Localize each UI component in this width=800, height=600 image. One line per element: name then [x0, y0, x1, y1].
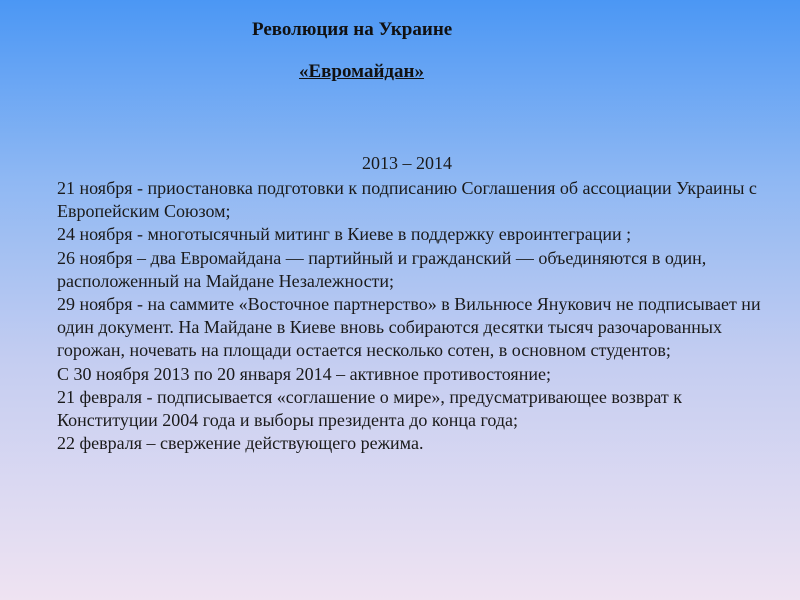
years-range: 2013 – 2014	[362, 153, 452, 173]
event-item: С 30 ноября 2013 по 20 января 2014 – активное противостояние;	[57, 363, 551, 384]
event-item: 26 ноября – два Евромайдана — партийный и гражданский — объединяются в один, расположенный на Майдане Незалежности;	[57, 247, 707, 291]
event-item: 21 ноября - приостановка подготовки к подписанию Соглашения об ассоциации Украины с Европейским Союзом;	[57, 178, 757, 222]
slide-subtitle: «Евромайдан»	[299, 61, 424, 82]
event-item: 24 ноября - многотысячный митинг в Киеве в поддержку евроинтеграции ;	[57, 224, 632, 245]
event-item: 22 февраля – свержение действующего режима.	[57, 433, 424, 454]
slide-title: Революция на Украине	[252, 19, 453, 40]
events-list	[57, 177, 777, 455]
event-item: 21 февраля - подписывается «соглашение о мире», предусматривающее возврат к Конституции 2004 года и выборы президента до конца года;	[57, 386, 683, 431]
event-item: 29 ноября - на саммите «Восточное партнерство» в Вильнюсе Янукович не подписывает ни один документ. На Майдане в Киеве вновь собираются десятки тысяч разочарованных горожан, ночевать на площади остается несколько сотен, в основном студентов;	[57, 294, 761, 361]
